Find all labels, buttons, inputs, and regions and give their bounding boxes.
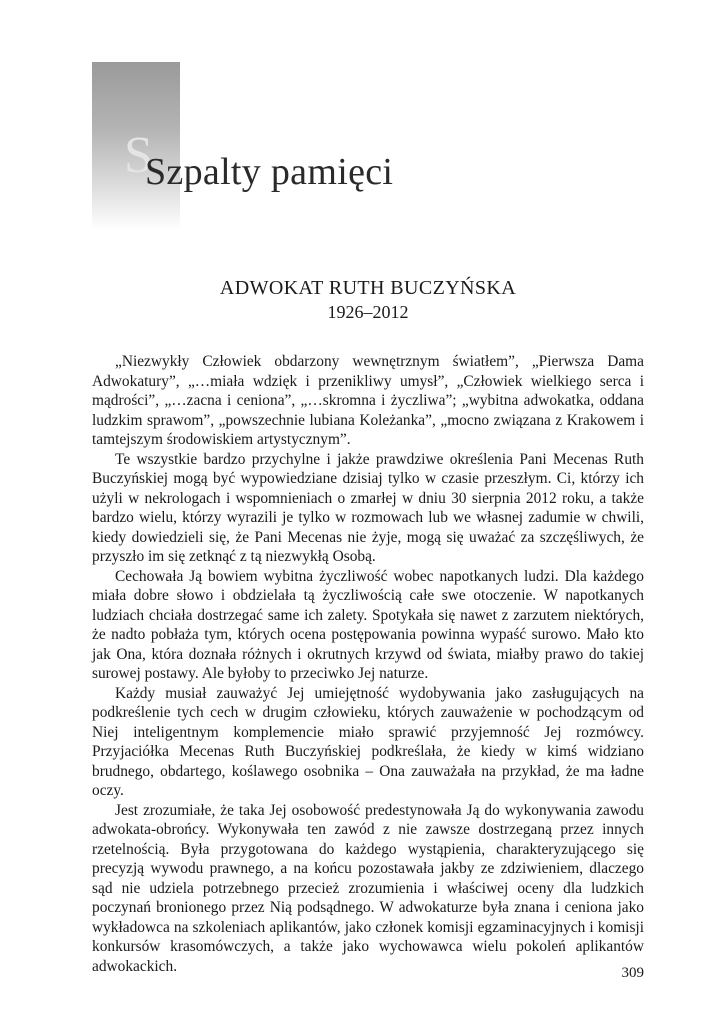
paragraph: Cechowała Ją bowiem wybitna życzliwość wobec napotkanych ludzi. Dla każdego miała dobre słowo i obdzielała tą życzliwością całe swe otoczenie. W napotkanych ludziach chciała dostrzegać same ich zalety. Spotykała się nawet z zarzutem niektórych, że nadto pobłaża tym, których ocena postępowania powinna wypaść surowo. Mało kto jak Ona, która doznała różnych i okrutnych krzywd od świata, miałby prawo do takiej surowej postawy. Ale byłoby to przeciwko Jej naturze. [92,567,644,682]
paragraph: Jest zrozumiałe, że taka Jej osobowość predestynowała Ją do wykonywania zawodu adwokata-obrońcy. Wykonywała ten zawód z nie zawsze dostrzeganą przez innych rzetelnością. Była przygotowana do każdego wystąpienia, charakteryzującego się precyzją wywodu prawnego, a na końcu pozostawała jakby ze zdziwieniem, dlaczego sąd nie udziela potrzebnego przecież zrozumienia i właściwej oceny dla ludzkich poczynań bronionego przez Nią podsądnego. W adwokaturze była znana i ceniona jako wykładowca na szkoleniach aplikantów, jako członek komisji egzaminacyjnych i komisji konkursów krasomówczych, a także jako wychowawca wielu pokoleń aplikantów adwokackich. [92,801,644,975]
section-title: Szpalty pamięci [145,151,394,193]
paragraph: „Niezwykły Człowiek obdarzony wewnętrznym światłem”, „Pierwsza Dama Adwokatury”, „…miała wdzięk i przenikliwy umysł”, „Człowiek wielkiego serca i mądrości”, „…zacna i ceniona”, „…skromna i życzliwa”; „wybitna adwokatka, oddana ludzkim sprawom”, „powszechnie lubiana Koleżanka”, „mocno związana z Krakowem i tamtejszym środowiskiem artystycznym”. [92,353,644,448]
page-number: 309 [621,965,644,981]
article-heading: ADWOKAT RUTH BUCZYŃSKA [219,277,517,299]
paragraph: Te wszystkie bardzo przychylne i jakże prawdziwe określenia Pani Mecenas Ruth Buczyńskiej mogą być wypowiedziane dzisiaj tylko w czasie przeszłym. Ci, którzy ich użyli w nekrologach i wspomnieniach o zmarłej w dniu 30 sierpnia 2012 roku, a także bardzo wielu, którzy wyrazili je tylko w rozmowach lub we własnej zadumie w chwili, kiedy dowiedzieli się, że Pani Mecenas nie żyje, mogą się uważać za szczęśliwych, że przyszło im się zetknąć z tą niezwykłą Osobą. [92,450,644,565]
paragraph: Każdy musiał zauważyć Jej umiejętność wydobywania jako zasługujących na podkreślenie tych cech w drugim człowieku, których zauważenie w pochodzącym od Niej inteligentnym komplemencie miało sprawić przyjemność Jej rozmówcy. Przyjaciółka Mecenas Ruth Buczyńskiej podkreślała, że kiedy w kimś widziano brudnego, obdartego, koślawego osobnika – Ona zauważała na przykład, że ma ładne oczy. [92,684,644,799]
article-dates: 1926–2012 [327,302,409,322]
section-decorative-initial: S [124,127,153,184]
article-body [92,352,644,976]
